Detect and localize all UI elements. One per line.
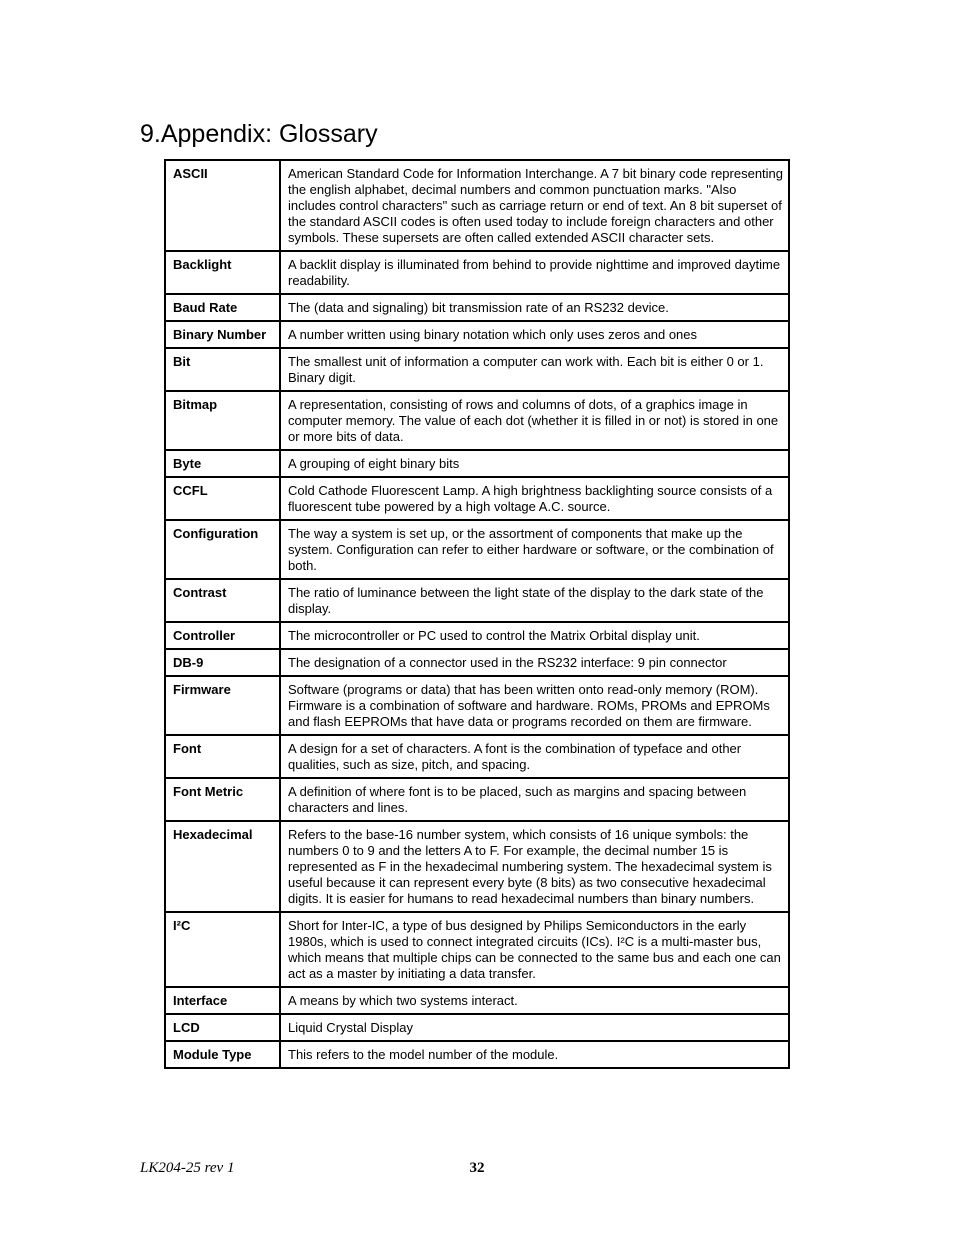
glossary-row: [165, 321, 789, 348]
glossary-term: I²C: [165, 912, 280, 987]
glossary-definition: Refers to the base-16 number system, which consists of 16 unique symbols: the numbers 0 to 9 and the letters A to F. For example, the decimal number 15 is represented as F in the hexadecimal numbering system. The hexadecimal system is useful because it can represent every byte (8 bits) as two consecutive hexadecimal digits. It is easier for humans to read hexadecimal numbers than binary numbers.: [280, 821, 789, 912]
glossary-row: [165, 1041, 789, 1068]
glossary-definition: The ratio of luminance between the light state of the display to the dark state of the display.: [280, 579, 789, 622]
glossary-term: Byte: [165, 450, 280, 477]
glossary-definition: Short for Inter-IC, a type of bus designed by Philips Semiconductors in the early 1980s, which is used to connect integrated circuits (ICs). I²C is a multi-master bus, which means that multiple chips can be connected to the same bus and each one can act as a master by initiating a data transfer.: [280, 912, 789, 987]
footer-page-number: 32: [469, 1160, 485, 1176]
glossary-term: Baud Rate: [165, 294, 280, 321]
glossary-definition: The (data and signaling) bit transmission rate of an RS232 device.: [280, 294, 789, 321]
glossary-definition: A representation, consisting of rows and columns of dots, of a graphics image in computer memory. The value of each dot (whether it is filled in or not) is stored in one or more bits of data.: [280, 391, 789, 450]
glossary-definition: The smallest unit of information a computer can work with. Each bit is either 0 or 1. Binary digit.: [280, 348, 789, 391]
glossary-row: [165, 778, 789, 821]
glossary-row: [165, 912, 789, 987]
glossary-term: Hexadecimal: [165, 821, 280, 912]
glossary-term: DB-9: [165, 649, 280, 676]
glossary-term: LCD: [165, 1014, 280, 1041]
glossary-row: [165, 477, 789, 520]
glossary-term: Interface: [165, 987, 280, 1014]
glossary-definition: A backlit display is illuminated from behind to provide nighttime and improved daytime readability.: [280, 251, 789, 294]
glossary-term: Module Type: [165, 1041, 280, 1068]
glossary-term: Font: [165, 735, 280, 778]
glossary-row: [165, 649, 789, 676]
glossary-body: [165, 160, 789, 1068]
glossary-term: Font Metric: [165, 778, 280, 821]
glossary-definition: Liquid Crystal Display: [280, 1014, 789, 1041]
glossary-row: [165, 1014, 789, 1041]
glossary-term: Binary Number: [165, 321, 280, 348]
glossary-definition: A definition of where font is to be placed, such as margins and spacing between characters and lines.: [280, 778, 789, 821]
glossary-term: Backlight: [165, 251, 280, 294]
glossary-term: Firmware: [165, 676, 280, 735]
glossary-row: [165, 520, 789, 579]
glossary-term: CCFL: [165, 477, 280, 520]
glossary-definition: The way a system is set up, or the assortment of components that make up the system. Configuration can refer to either hardware or software, or the combination of both.: [280, 520, 789, 579]
glossary-definition: Software (programs or data) that has been written onto read-only memory (ROM). Firmware is a combination of software and hardware. ROMs, PROMs and EPROMs and flash EEPROMs that have data or programs recorded on them are firmware.: [280, 676, 789, 735]
glossary-definition: A number written using binary notation which only uses zeros and ones: [280, 321, 789, 348]
glossary-row: [165, 160, 789, 251]
glossary-row: [165, 391, 789, 450]
glossary-definition: Cold Cathode Fluorescent Lamp. A high brightness backlighting source consists of a fluorescent tube powered by a high voltage A.C. source.: [280, 477, 789, 520]
glossary-row: [165, 735, 789, 778]
glossary-row: [165, 676, 789, 735]
glossary-term: Bitmap: [165, 391, 280, 450]
glossary-term: Contrast: [165, 579, 280, 622]
glossary-row: [165, 579, 789, 622]
glossary-row: [165, 821, 789, 912]
glossary-definition: A means by which two systems interact.: [280, 987, 789, 1014]
glossary-row: [165, 348, 789, 391]
glossary-row: [165, 622, 789, 649]
glossary-row: [165, 450, 789, 477]
glossary-term: Controller: [165, 622, 280, 649]
glossary-definition: American Standard Code for Information Interchange. A 7 bit binary code representing the english alphabet, decimal numbers and common punctuation marks. "Also includes control characters" such as carriage return or end of text. An 8 bit superset of the standard ASCII codes is often used today to include foreign characters and other symbols. These supersets are often called extended ASCII character sets.: [280, 160, 789, 251]
glossary-definition: A design for a set of characters. A font is the combination of typeface and other qualities, such as size, pitch, and spacing.: [280, 735, 789, 778]
glossary-term: Configuration: [165, 520, 280, 579]
glossary-row: [165, 294, 789, 321]
glossary-definition: This refers to the model number of the module.: [280, 1041, 789, 1068]
glossary-definition: The designation of a connector used in the RS232 interface: 9 pin connector: [280, 649, 789, 676]
footer-document-id: LK204-25 rev 1: [140, 1160, 235, 1176]
glossary-term: Bit: [165, 348, 280, 391]
glossary-definition: The microcontroller or PC used to control the Matrix Orbital display unit.: [280, 622, 789, 649]
glossary-row: [165, 987, 789, 1014]
page-title: 9.Appendix: Glossary: [140, 120, 378, 148]
glossary-definition: A grouping of eight binary bits: [280, 450, 789, 477]
glossary-table: [164, 159, 790, 1069]
glossary-term: ASCII: [165, 160, 280, 251]
glossary-row: [165, 251, 789, 294]
